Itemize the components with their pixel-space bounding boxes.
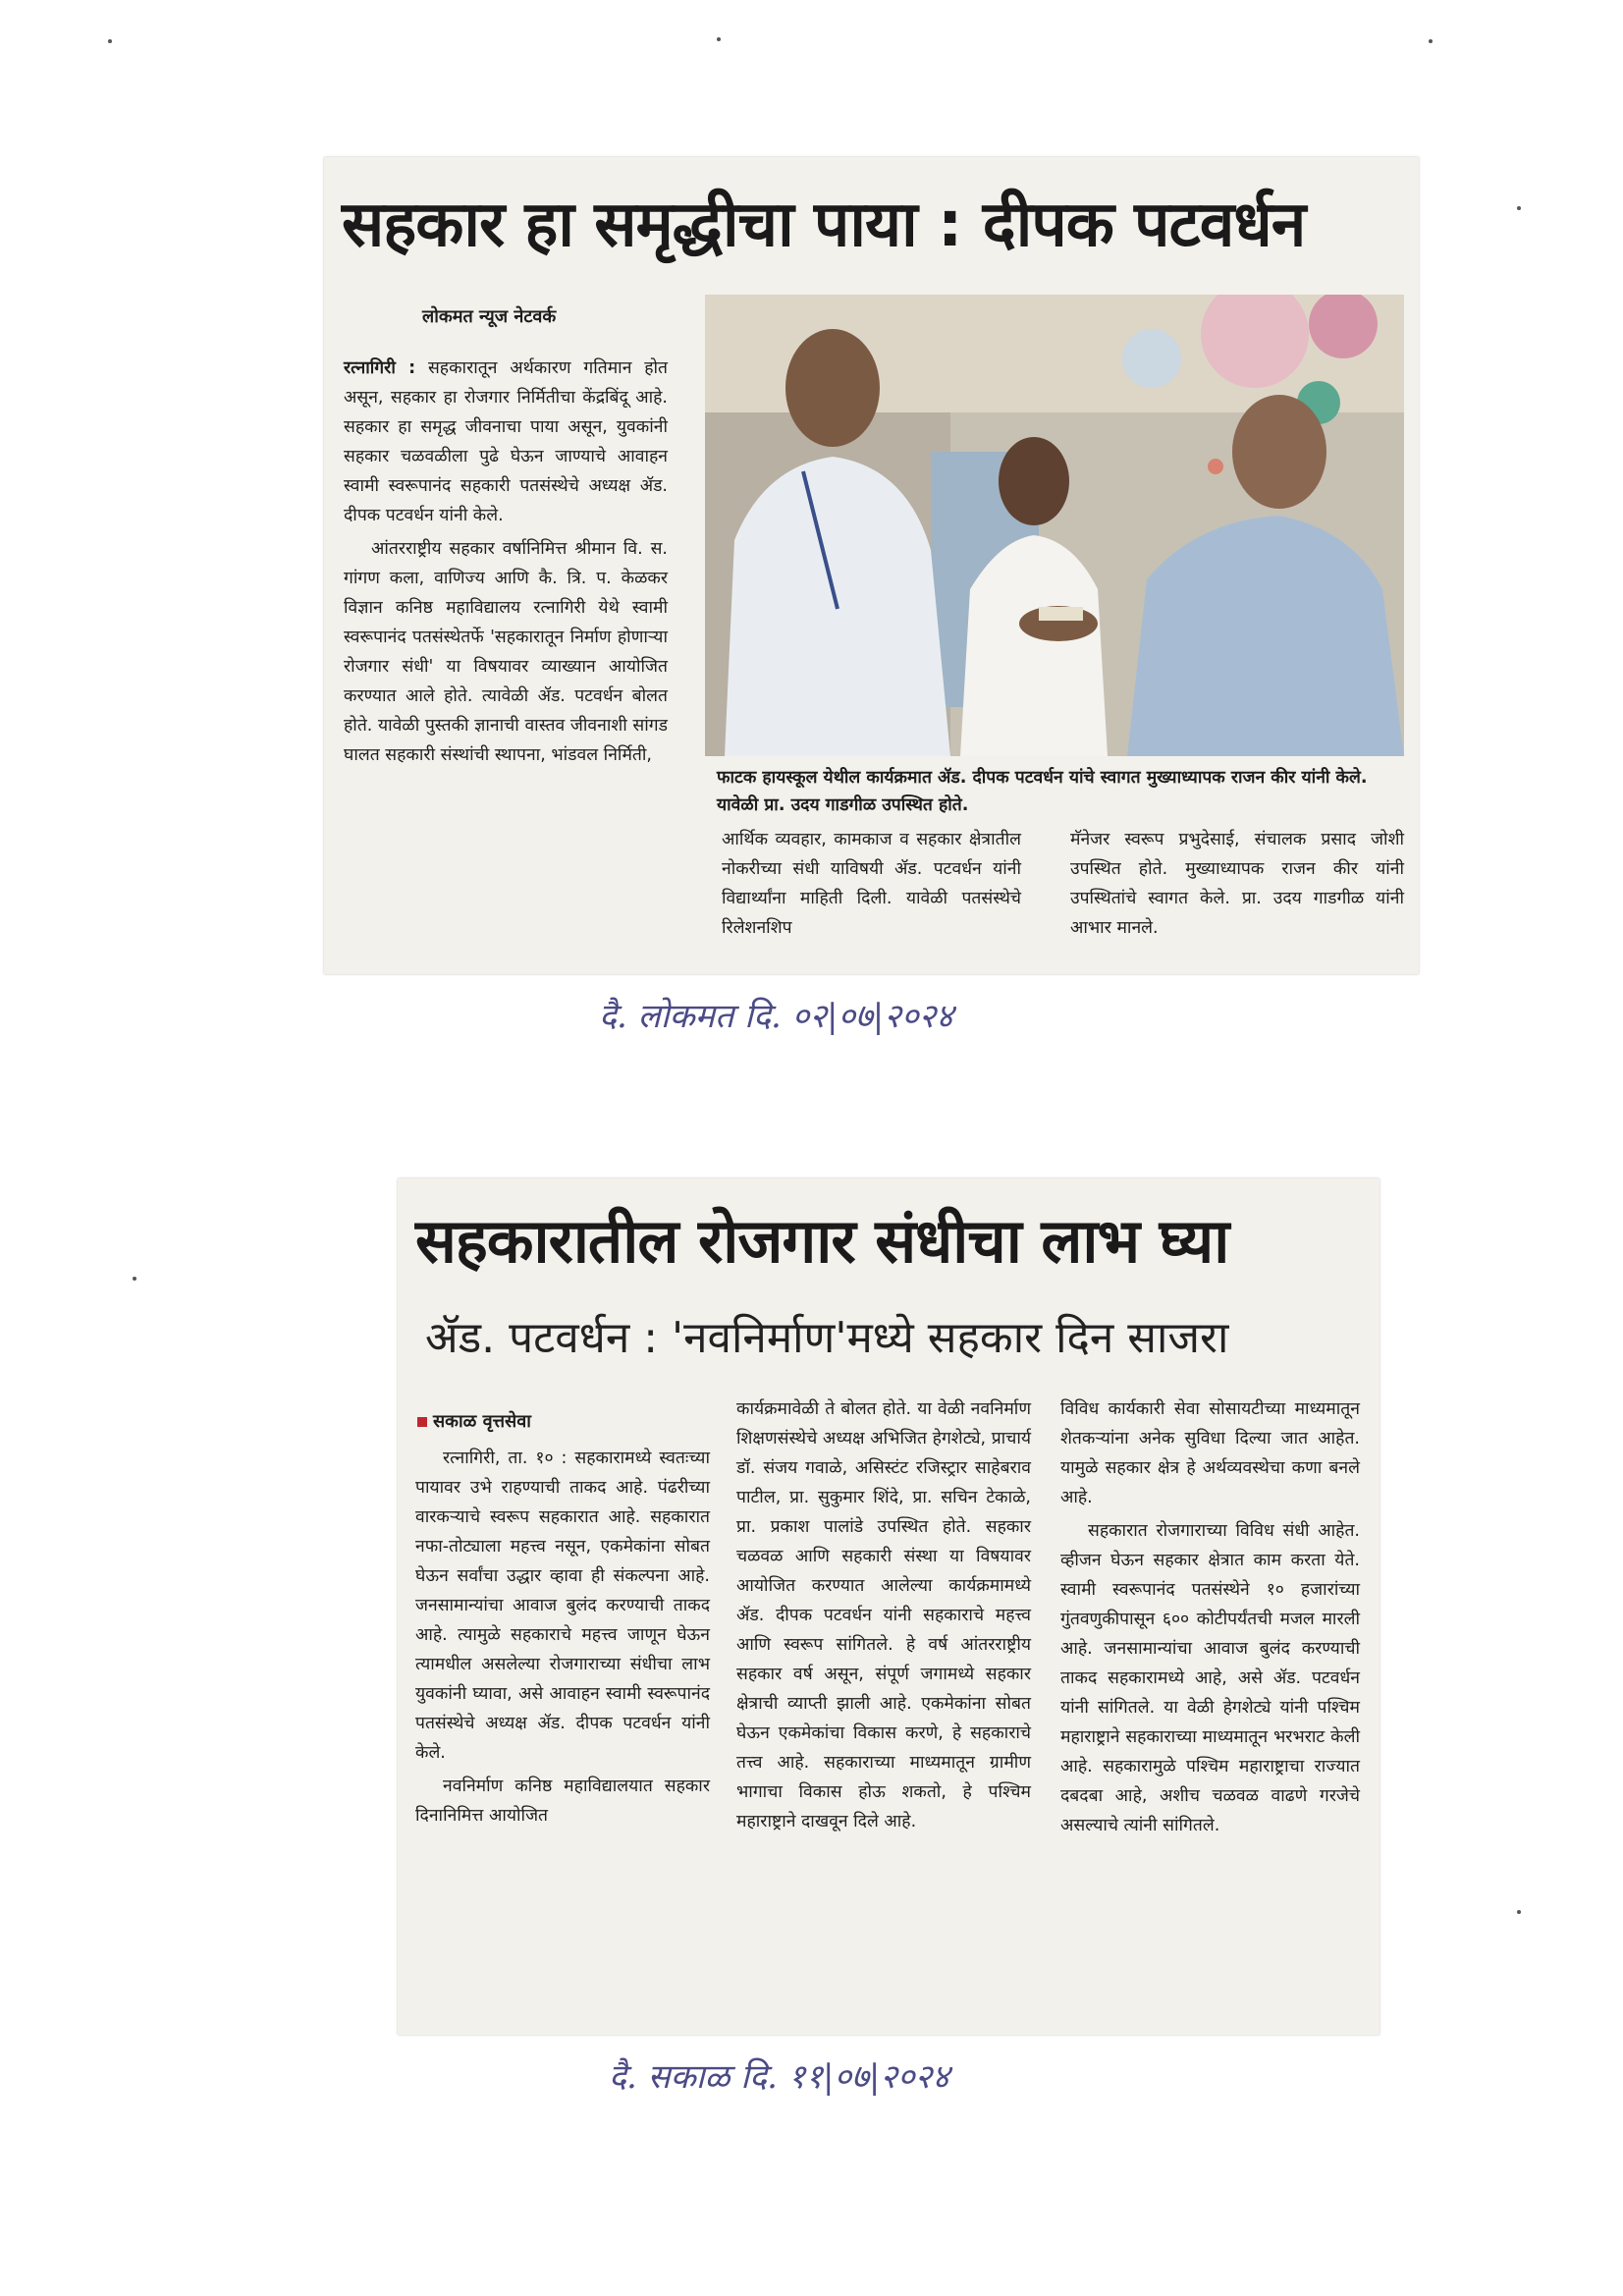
paragraph-text: सहकारातून अर्थकारण गतिमान होत असून, सहकार हा रोजगार निर्मितीचा केंद्रबिंदू आहे. सहकार हा समृद्ध जीवनाचा पाया असून, युवकांनी सहकार चळवळीला पुढे घेऊन जाण्याचे आवाहन स्वामी स्वरूपानंद सहकारी पतसंस्थेचे अध्यक्ष ॲड. दीपक पटवर्धन यांनी केले. — [344, 358, 668, 525]
byline-marker — [417, 1417, 427, 1427]
article-column-1 — [415, 1444, 710, 1834]
article-column-left — [344, 354, 668, 774]
paragraph: नवनिर्माण कनिष्ठ महाविद्यालयात सहकार दिनानिमित्त आयोजित — [415, 1777, 710, 1826]
photo-illustration — [705, 295, 1404, 756]
handwritten-source-date: दै. लोकमत दि. ०२|०७|२०२४ — [599, 997, 953, 1036]
byline: लोकमत न्यूज नेटवर्क — [422, 306, 557, 327]
paragraph: मॅनेजर स्वरूप प्रभुदेसाई, संचालक प्रसाद जोशी उपस्थित होते. मुख्याध्यापक राजन कीर यांनी उपस्थितांचे स्वागत केले. प्रा. उदय गाडगीळ यांनी आभार मानले. — [1070, 830, 1404, 938]
scan-speck — [1429, 39, 1433, 43]
paragraph: कार्यक्रमावेळी ते बोलत होते. या वेळी नवनिर्माण शिक्षणसंस्थेचे अध्यक्ष अभिजित हेगशेट्ये, प्राचार्य डॉ. संजय गवाळे, असिस्टंट रजिस्ट्रार साहेबराव पाटील, प्रा. सुकुमार शिंदे, प्रा. सचिन टेकाळे, प्रा. प्रकाश पालांडे उपस्थित होते. सहकार चळवळ आणि सहकारी संस्था या विषयावर आयोजित करण्यात आलेल्या कार्यक्रमामध्ये ॲड. दीपक पटवर्धन यांनी सहकाराचे महत्त्व आणि स्वरूप सांगितले. हे वर्ष आंतरराष्ट्रीय सहकार वर्ष असून, संपूर्ण जगामध्ये सहकार क्षेत्राची व्याप्ती झाली आहे. एकमेकांना सोबत घेऊन एकमेकांचा विकास करणे, हे सहकाराचे तत्त्व आहे. सहकाराच्या माध्यमातून ग्रामीण भागाचा विकास होऊ शकतो, हे पश्चिम महाराष्ट्राने दाखवून दिले आहे. — [736, 1399, 1031, 1831]
dateline: रत्नागिरी : — [344, 358, 416, 378]
article-column-middle — [722, 825, 1021, 947]
paragraph — [344, 354, 668, 530]
subheadline: ॲड. पटवर्धन : 'नवनिर्माण'मध्ये सहकार दिन साजरा — [425, 1313, 1229, 1363]
paragraph: आर्थिक व्यवहार, कामकाज व सहकार क्षेत्रातील नोकरीच्या संधी याविषयी ॲड. पटवर्धन यांनी विद्यार्थ्यांना माहिती दिली. यावेळी पतसंस्थेचे रिलेशनशिप — [722, 830, 1021, 938]
scan-speck — [1517, 1910, 1521, 1914]
photo-caption: फाटक हायस्कूल येथील कार्यक्रमात ॲड. दीपक पटवर्धन यांचे स्वागत मुख्याध्यापक राजन कीर यांनी केले. यावेळी प्रा. उदय गाडगीळ उपस्थित होते. — [717, 768, 1368, 815]
headline: सहकारातील रोजगार संधीचा लाभ घ्या — [415, 1205, 1229, 1277]
scan-speck — [1517, 206, 1521, 210]
scan-speck — [717, 37, 721, 41]
event-photo — [705, 295, 1404, 756]
scan-speck — [108, 39, 112, 43]
scan-speck — [133, 1277, 136, 1281]
newspaper-clipping-sakal — [398, 1178, 1380, 2035]
paragraph: सहकारात रोजगाराच्या विविध संधी आहेत. व्हीजन घेऊन सहकार क्षेत्रात काम करता येते. स्वामी स्वरूपानंद पतसंस्थेने १० हजारांच्या गुंतवणुकीपासून ६०० कोटीपर्यंतची मजल मारली आहे. जनसामान्यांचा आवाज बुलंद करण्याची ताकद सहकारामध्ये आहे, असे ॲड. पटवर्धन यांनी सांगितले. या वेळी हेगशेट्ये यांनी पश्चिम महाराष्ट्राने सहकाराच्या माध्यमातून भरभराट केली आहे. सहकारामुळे पश्चिम महाराष्ट्राचा राज्यात दबदबा आहे, अशीच चळवळ वाढणे गरजेचे असल्याचे त्यांनी सांगितले. — [1060, 1521, 1360, 1835]
headline: सहकार हा समृद्धीचा पाया : दीपक पटवर्धन — [342, 189, 1306, 261]
paragraph: आंतरराष्ट्रीय सहकार वर्षानिमित्त श्रीमान वि. स. गांगण कला, वाणिज्य आणि कै. त्रि. प. केळकर विज्ञान कनिष्ठ महाविद्यालय रत्नागिरी येथे स्वामी स्वरूपानंद पतसंस्थेतर्फे 'सहकारातून निर्माण होणाऱ्या रोजगार संधी' या विषयावर व्याख्यान आयोजित करण्यात आले होते. त्यावेळी ॲड. पटवर्धन बोलत होते. यावेळी पुस्तकी ज्ञानाची वास्तव जीवनाशी सांगड घालत सहकारी संस्थांची स्थापना, भांडवल निर्मिती, — [344, 539, 668, 765]
paragraph: रत्नागिरी, ता. १० : सहकारामध्ये स्वतःच्या पायावर उभे राहण्याची ताकद आहे. पंढरीच्या वारकऱ्याचे स्वरूप सहकारात आहे. सहकारात नफा-तोट्याला महत्त्व नसून, एकमेकांना सोबत घेऊन सर्वांचा उद्धार व्हावा ही संकल्पना आहे. जनसामान्यांचा आवाज बुलंद करण्याची ताकद आहे. त्यामुळे सहकाराचे महत्त्व जाणून घेऊन त्यामधील असलेल्या रोजगाराच्या संधीचा लाभ युवकांनी घ्यावा, असे आवाहन स्वामी स्वरूपानंद पतसंस्थेचे अध्यक्ष ॲड. दीपक पटवर्धन यांनी केले. — [415, 1449, 710, 1763]
byline — [417, 1409, 531, 1433]
paragraph: विविध कार्यकारी सेवा सोसायटीच्या माध्यमातून शेतकऱ्यांना अनेक सुविधा दिल्या जात आहेत. यामुळे सहकार क्षेत्र हे अर्थव्यवस्थेचा कणा बनले आहे. — [1060, 1399, 1360, 1507]
handwritten-source-date: दै. सकाळ दि. ११|०७|२०२४ — [609, 2057, 950, 2097]
newspaper-clipping-lokmat — [324, 157, 1419, 974]
article-column-2 — [736, 1394, 1031, 1840]
byline-text: सकाळ वृत्तसेवा — [433, 1411, 531, 1432]
article-column-right — [1070, 825, 1404, 947]
article-column-3 — [1060, 1394, 1360, 1844]
